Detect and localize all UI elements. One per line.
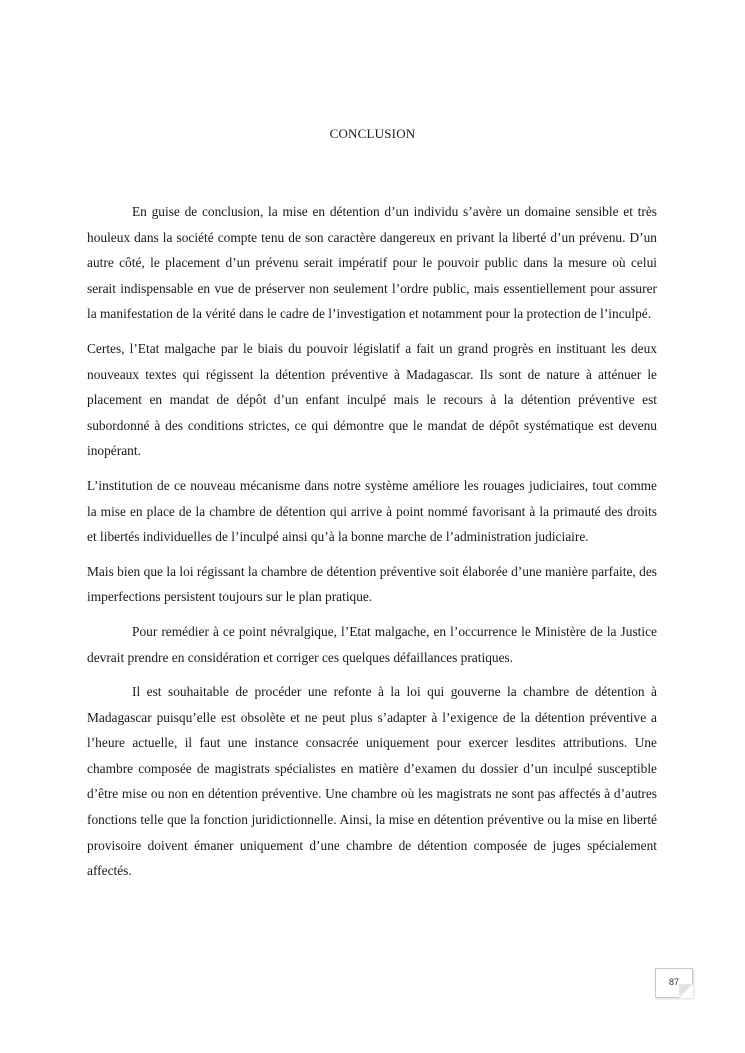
body-text <box>87 199 657 893</box>
paragraph-3: L’institution de ce nouveau mécanisme dans notre système améliore les rouages judiciaires, tout comme la mise en place de la chambre de détention qui arrive à point nommé favorisant à la primauté des droits et libertés individuelles de l’inculpé ainsi qu’à la bonne marche de l’administration judiciaire. <box>87 477 657 545</box>
paragraph-4: Mais bien que la loi régissant la chambre de détention préventive soit élaborée d’une manière parfaite, des imperfections persistent toujours sur le plan pratique. <box>87 563 657 605</box>
page-number: 87 <box>655 968 693 998</box>
paragraph-2: Certes, l’Etat malgache par le biais du pouvoir législatif a fait un grand progrès en instituant les deux nouveaux textes qui régissent la détention préventive à Madagascar. Ils sont de nature à atténuer le placement en mandat de dépôt d’un enfant inculpé mais le recours à la détention préventive est subordonné à des conditions strictes, ce qui démontre que le mandat de dépôt systématique est devenu inopérant. <box>87 340 657 459</box>
page-title: CONCLUSION <box>329 126 416 141</box>
paragraph-6: Il est souhaitable de procéder une refonte à la loi qui gouverne la chambre de détention à Madagascar puisqu’elle est obsolète et ne peut plus s’adapter à l’exigence de la détention préventive a l’heure actuelle, il faut une instance consacrée uniquement pour exercer lesdites attributions. Une chambre composée de magistrats spécialistes en matière d’examen du dossier d’un inculpé susceptible d’être mise ou non en détention préventive. Une chambre où les magistrats ne sont pas affectés à d’autres fonctions telle que la fonction juridictionnelle. Ainsi, la mise en détention préventive ou la mise en liberté provisoire doivent émaner uniquement d’une chambre de détention composée de juges spécialement affectés. <box>87 684 657 879</box>
paragraph-5: Pour remédier à ce point névralgique, l’Etat malgache, en l’occurrence le Ministère de la Justice devrait prendre en considération et corriger ces quelques défaillances pratiques. <box>87 623 657 665</box>
paragraph-1: En guise de conclusion, la mise en détention d’un individu s’avère un domaine sensible et très houleux dans la société compte tenu de son caractère dangereux en privant la liberté d’un prévenu. D’un autre côté, le placement d’un prévenu serait impératif pour le pouvoir public dans la mesure où celui serait indispensable en vue de préserver non seulement l’ordre public, mais essentiellement pour assurer la manifestation de la vérité dans le cadre de l’investigation et notamment pour la protection de l’inculpé. <box>87 204 657 322</box>
